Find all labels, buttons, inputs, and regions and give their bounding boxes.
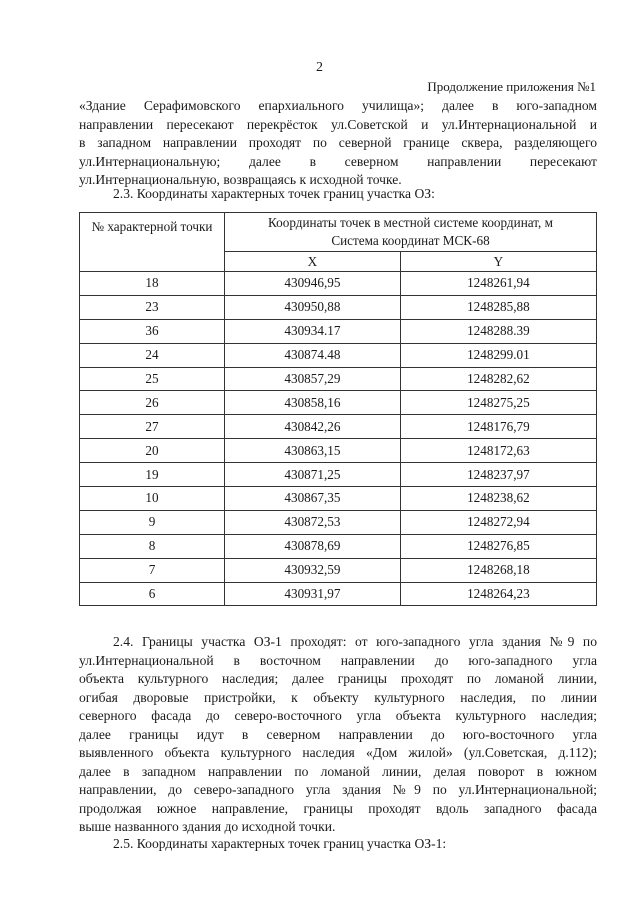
cell-x: 430863,15 (225, 439, 401, 463)
section-2-4-line: направлении, до северо-западного угла здания №9 по ул.Интернациональной; (79, 782, 597, 797)
table-row (80, 558, 597, 582)
cell-x: 430867,35 (225, 487, 401, 511)
cell-point: 6 (80, 582, 225, 606)
cell-x: 430872,53 (225, 510, 401, 534)
cell-x: 430950,88 (225, 295, 401, 319)
header-coordinate-system (225, 213, 597, 252)
table-row (80, 439, 597, 463)
intro-line: ул.Интернациональную, возвращаясь к исходной точке. (79, 172, 402, 187)
cell-x: 430858,16 (225, 391, 401, 415)
cell-y: 1248275,25 (400, 391, 596, 415)
header-coordinate-system-line2: Система координат МСК-68 (331, 233, 490, 248)
header-coordinate-system-line1: Координаты точек в местной системе координат, м (268, 215, 553, 230)
table-row (80, 343, 597, 367)
section-2-4-line: ул.Интернациональной в восточном направлении до юго-западного угла (79, 652, 597, 668)
cell-point: 23 (80, 295, 225, 319)
cell-y: 1248264,23 (400, 582, 596, 606)
page-number: 2 (316, 60, 323, 75)
cell-x: 430934.17 (225, 319, 401, 343)
section-2-4-line: далее границы идут в северном направлении до юго-восточного угла (79, 726, 597, 742)
table-row (80, 319, 597, 343)
cell-y: 1248238,62 (400, 487, 596, 511)
cell-point: 9 (80, 510, 225, 534)
section-2-4-line: далее в западном направлении по ломаной линии, делая поворот в южном (79, 763, 597, 779)
cell-point: 7 (80, 558, 225, 582)
table-row (80, 534, 597, 558)
cell-point: 24 (80, 343, 225, 367)
intro-line: направлении пересекают перекрёсток ул.Советской и ул.Интернациональной и (79, 116, 597, 132)
section-2-3-heading: 2.3. Координаты характерных точек границ участка ОЗ: (113, 186, 435, 201)
coordinates-table-oz (79, 212, 597, 606)
cell-y: 1248176,79 (400, 415, 596, 439)
cell-point: 20 (80, 439, 225, 463)
cell-x: 430946,95 (225, 272, 401, 296)
section-2-4-line: огибая дворовые пристройки, к объекту культурного наследия, по линии (79, 689, 597, 705)
section-2-4-line: выявленного объекта культурного наследия «Дом жилой» (ул.Советская, д.112); (79, 745, 597, 760)
section-2-4-line: продолжая южное направление, границы проходят вдоль западного фасада (79, 800, 597, 816)
table-row (80, 487, 597, 511)
section-2-4-paragraph (79, 633, 597, 837)
cell-point: 8 (80, 534, 225, 558)
cell-y: 1248272,94 (400, 510, 596, 534)
cell-point: 25 (80, 367, 225, 391)
table-row (80, 367, 597, 391)
section-2-4-line: выше названного здания до исходной точки. (79, 819, 336, 834)
cell-y: 1248299.01 (400, 343, 596, 367)
header-y: Y (400, 252, 596, 272)
cell-x: 430878,69 (225, 534, 401, 558)
section-2-5-heading: 2.5. Координаты характерных точек границ участка ОЗ-1: (113, 836, 447, 851)
cell-point: 27 (80, 415, 225, 439)
cell-x: 430842,26 (225, 415, 401, 439)
table-row (80, 415, 597, 439)
cell-x: 430931,97 (225, 582, 401, 606)
cell-y: 1248172,63 (400, 439, 596, 463)
appendix-continuation-label: Продолжение приложения №1 (427, 79, 596, 94)
intro-line: ул.Интернациональную; далее в северном направлении пересекают (79, 153, 597, 169)
cell-y: 1248237,97 (400, 463, 596, 487)
cell-x: 430932,59 (225, 558, 401, 582)
table-row (80, 295, 597, 319)
header-x: X (225, 252, 401, 272)
cell-y: 1248276,85 (400, 534, 596, 558)
section-2-4-line: объекта культурного наследия; далее границы проходят по ломаной линии, (79, 671, 597, 686)
intro-paragraph (79, 97, 597, 190)
cell-point: 18 (80, 272, 225, 296)
table-row (80, 463, 597, 487)
cell-x: 430874.48 (225, 343, 401, 367)
cell-point: 19 (80, 463, 225, 487)
cell-point: 10 (80, 487, 225, 511)
cell-point: 26 (80, 391, 225, 415)
cell-y: 1248268,18 (400, 558, 596, 582)
cell-point: 36 (80, 319, 225, 343)
section-2-4-line: 2.4. Границы участка ОЗ-1 проходят: от юго-западного угла здания №9 по (113, 634, 597, 649)
cell-y: 1248288.39 (400, 319, 596, 343)
cell-y: 1248261,94 (400, 272, 596, 296)
cell-y: 1248282,62 (400, 367, 596, 391)
header-point-number: № характерной точки (80, 213, 225, 272)
cell-y: 1248285,88 (400, 295, 596, 319)
intro-line: «Здание Серафимовского епархиального училища»; далее в юго-западном (79, 98, 597, 113)
table-row (80, 272, 597, 296)
table-row (80, 582, 597, 606)
cell-x: 430857,29 (225, 367, 401, 391)
intro-line: в западном направлении проходят по северной границе сквера, разделяющего (79, 135, 597, 150)
cell-x: 430871,25 (225, 463, 401, 487)
table-row (80, 391, 597, 415)
table-row (80, 510, 597, 534)
section-2-4-line: северного фасада до северо-восточного угла объекта культурного наследия; (79, 708, 597, 723)
